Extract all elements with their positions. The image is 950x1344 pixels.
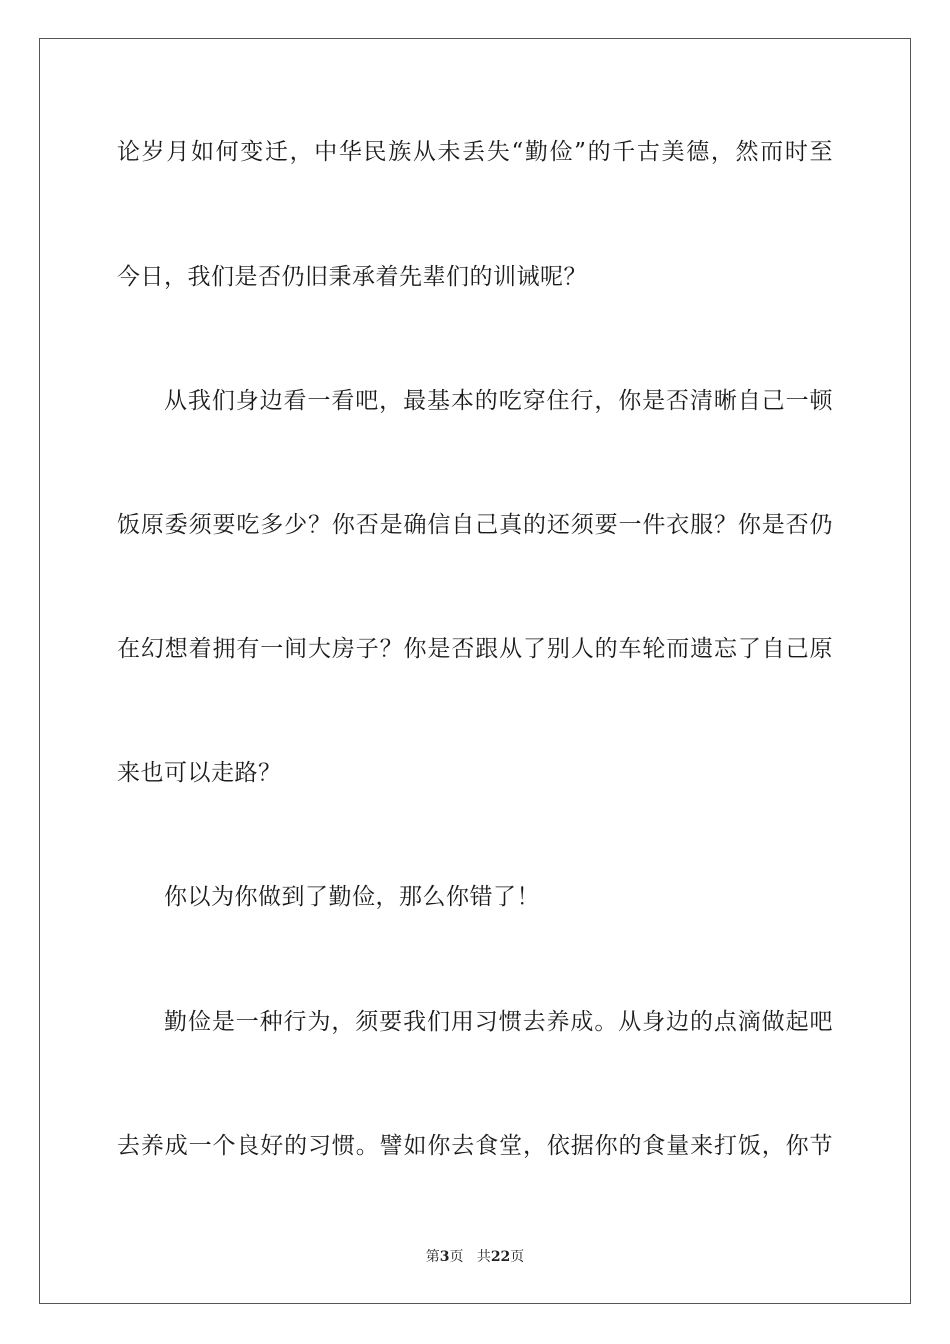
text-line-7: 你以为你做到了勤俭，那么你错了！ [164, 884, 540, 910]
page-total: 22 [490, 1249, 511, 1265]
page-number-footer [0, 1248, 950, 1266]
page-current: 3 [439, 1249, 450, 1265]
text-line-1: 论岁月如何变迁，中华民族从未丢失“勤俭”的千古美德，然而时至 [117, 139, 833, 165]
page-suffix: 页 [449, 1249, 464, 1265]
page-prefix: 第 [425, 1249, 440, 1265]
text-line-9: 去养成一个良好的习惯。譬如你去食堂，依据你的食量来打饭，你节 [117, 1133, 833, 1159]
text-line-8: 勤俭是一种行为，须要我们用习惯去养成。从身边的点滴做起吧 [164, 1009, 833, 1035]
text-line-5: 在幻想着拥有一间大房子？你是否跟从了别人的车轮而遗忘了自己原 [117, 636, 833, 662]
text-line-3: 从我们身边看一看吧，最基本的吃穿住行，你是否清晰自己一顿 [164, 388, 833, 414]
page-border [39, 38, 911, 1304]
total-suffix: 页 [510, 1249, 525, 1265]
text-line-6: 来也可以走路？ [117, 760, 282, 786]
text-line-4: 饭原委须要吃多少？你否是确信自己真的还须要一件衣服？你是否仍 [117, 512, 833, 538]
text-line-2: 今日，我们是否仍旧秉承着先辈们的训诫呢？ [117, 264, 587, 290]
total-prefix: 共 [476, 1249, 491, 1265]
